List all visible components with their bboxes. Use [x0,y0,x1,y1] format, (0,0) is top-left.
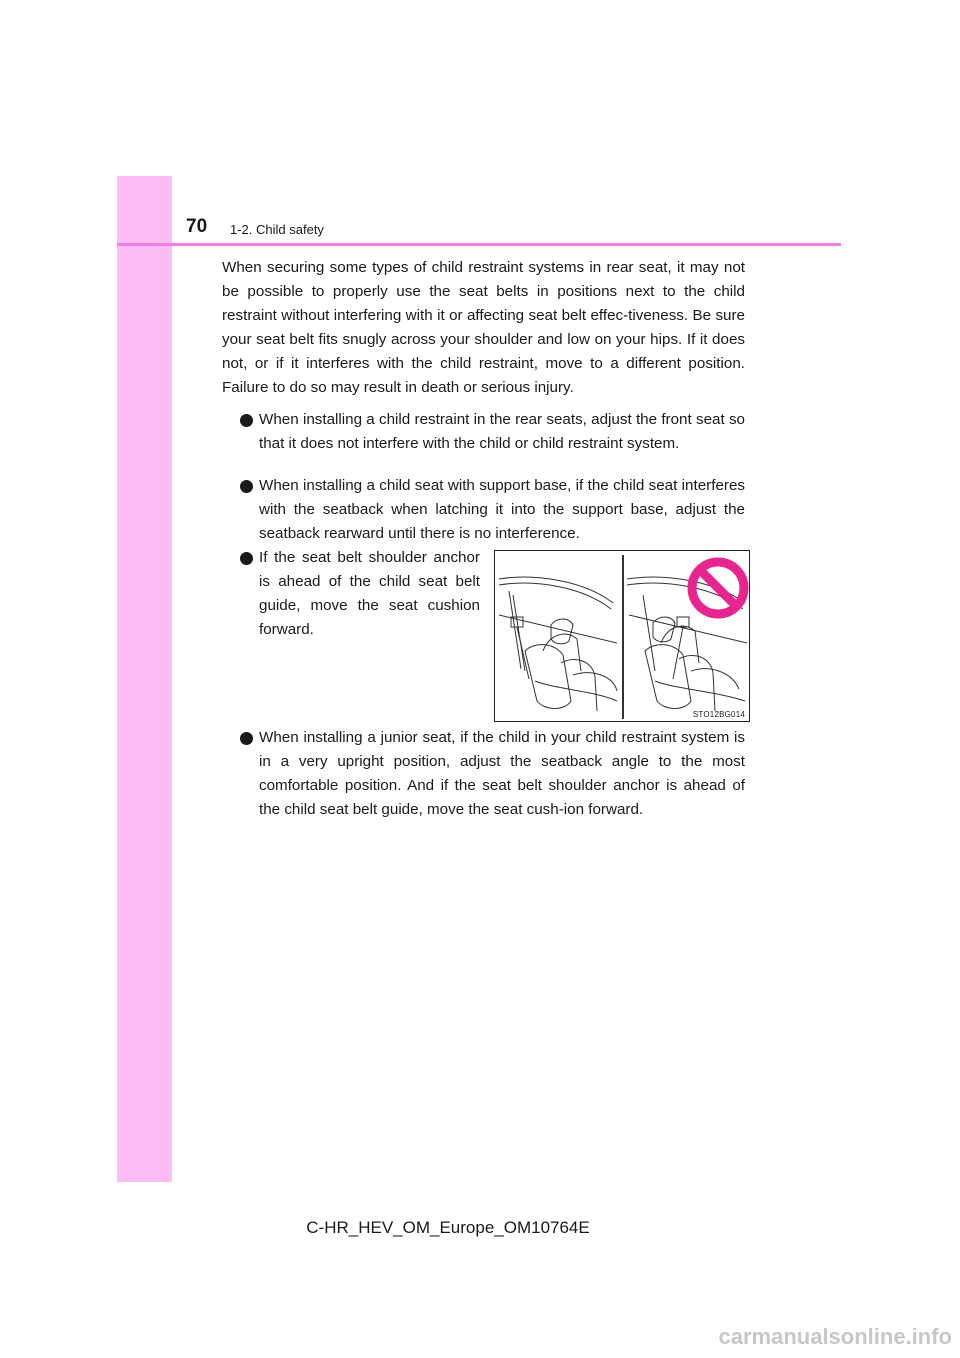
list-item-text: If the seat belt shoulder anchor is ahead of the child seat belt guide, move the seat cushion forward. [259,549,480,638]
list-item [240,474,745,546]
list-item-text: When installing a child restraint in the rear seats, adjust the front seat so that it does not interfere with the child or child restraint system. [259,411,745,452]
bullet-icon [240,480,253,493]
header-divider [117,243,841,246]
list-item [240,408,745,480]
document-footer [0,1218,960,1238]
page-number: 70 [186,216,208,237]
list-item-text: When installing a child seat with support base, if the child seat interferes with the seatback when latching it into the support base, adjust the seatback rearward until there is no interference. [259,477,745,542]
intro-paragraph: When securing some types of child restraint systems in rear seat, it may not be possible to properly use the seat belts in positions next to the child restraint without interfering with it or affecting seat belt effec-tiveness. Be sure your seat belt fits snugly across your shoulder and low on your hips. If it does not, or if it interferes with the child restraint, move to a different position. Failure to do so may result in death or serious injury. [222,259,745,396]
bullet-icon [240,732,253,745]
bullet-icon [240,552,253,565]
bullet-icon [240,414,253,427]
watermark: carmanualsonline.info [718,1324,952,1349]
side-tab-bar [117,176,172,1182]
seat-belt-illustration [494,550,750,722]
footer-text: C-HR_HEV_OM_Europe_OM10764E [306,1218,590,1237]
figure-code: STO12BG014 [692,710,745,719]
section-title: 1-2. Child safety [230,222,324,237]
list-item-text: When installing a junior seat, if the child in your child restraint system is in a very upright position, adjust the seatback angle to the most comfortable position. And if the seat belt shoulder anchor is ahead of the child seat belt guide, move the seat cush-ion forward. [259,729,745,818]
seat-illustration-drawing [495,551,751,723]
list-item [240,726,745,846]
list-item [240,546,480,642]
